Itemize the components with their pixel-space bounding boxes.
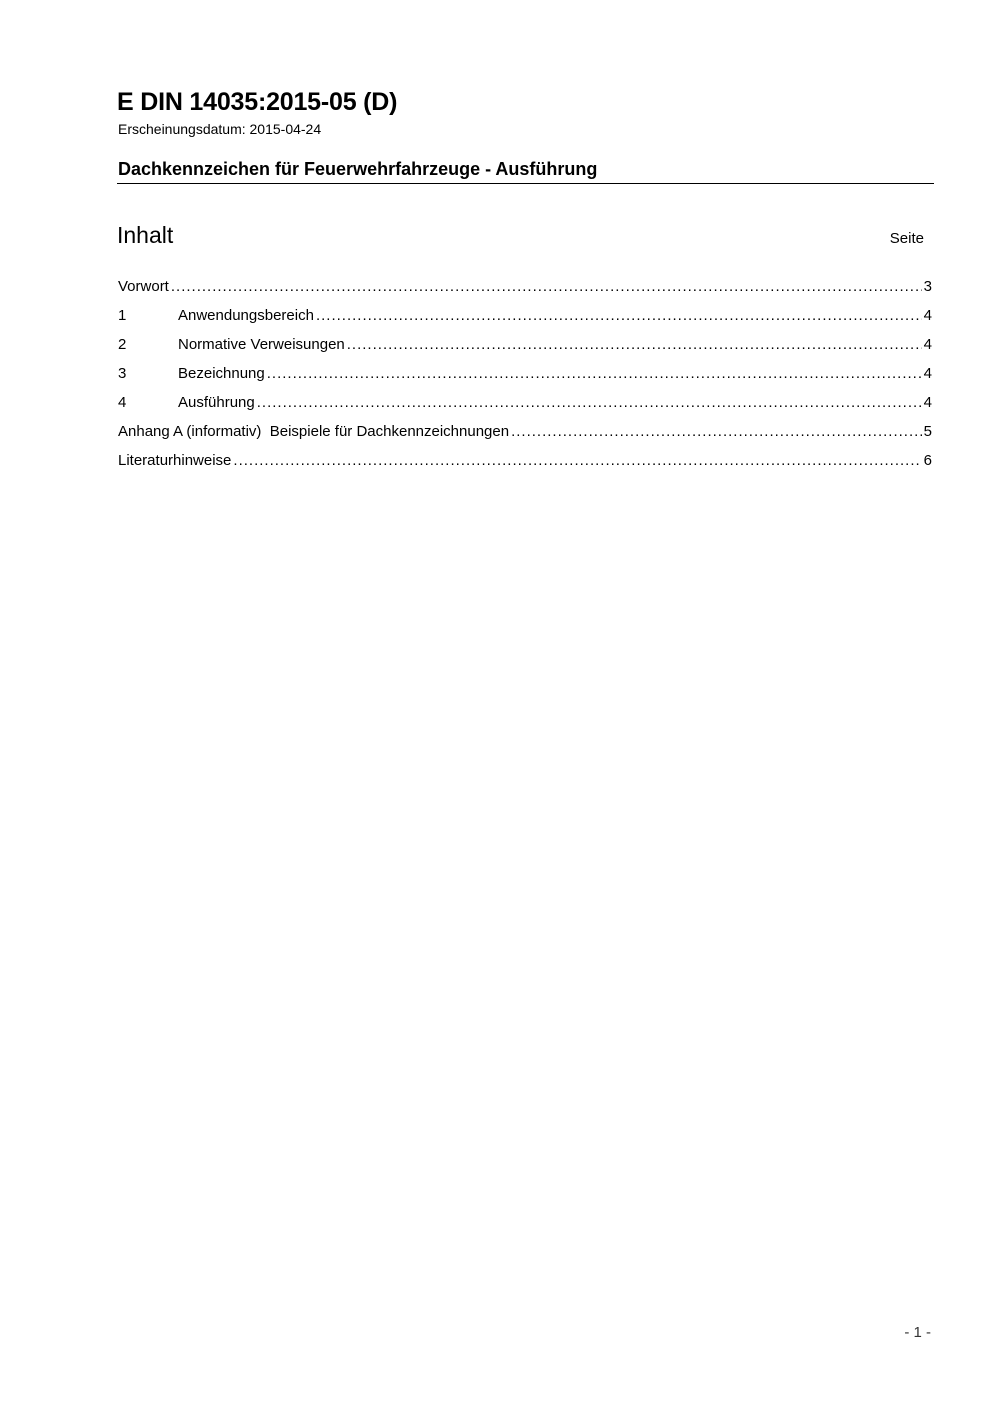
- toc-entry-number: 2: [118, 336, 127, 353]
- toc-dot-leader: [316, 307, 922, 324]
- toc-entry-ausfuehrung[interactable]: [118, 394, 932, 423]
- toc-entry-text: Anhang A (informativ) Beispiele für Dachkennzeichnungen: [118, 423, 510, 440]
- toc-heading: Inhalt: [117, 222, 174, 248]
- toc-entry-literaturhinweise[interactable]: [118, 452, 932, 481]
- toc-entry-page: 3: [923, 278, 932, 295]
- toc-entry-vorwort[interactable]: [118, 278, 932, 307]
- toc-entry-page: 4: [923, 394, 932, 411]
- toc-entry-normative-verweisungen[interactable]: [118, 336, 932, 365]
- toc-entry-text: Anwendungsbereich: [178, 307, 314, 324]
- toc-entry-number: 3: [118, 365, 127, 382]
- toc-entry-text: Literaturhinweise: [118, 452, 232, 469]
- toc-entry-text: Ausführung: [178, 394, 255, 411]
- table-of-contents: [118, 278, 932, 481]
- toc-dot-leader: [257, 394, 922, 411]
- toc-entry-text: Normative Verweisungen: [178, 336, 345, 353]
- toc-entry-page: 5: [923, 423, 932, 440]
- toc-entry-page: 6: [923, 452, 932, 469]
- toc-entry-page: 4: [923, 365, 932, 382]
- document-title: Dachkennzeichen für Feuerwehrfahrzeuge - Ausführung: [118, 159, 598, 179]
- page-number: - 1 -: [904, 1324, 931, 1341]
- document-id: E DIN 14035:2015-05 (D): [117, 88, 398, 116]
- publication-date: Erscheinungsdatum: 2015-04-24: [118, 121, 322, 137]
- toc-dot-leader: [511, 423, 922, 440]
- toc-entry-text: Bezeichnung: [178, 365, 265, 382]
- toc-entry-anhang-a[interactable]: [118, 423, 932, 452]
- toc-entry-page: 4: [923, 336, 932, 353]
- toc-entry-text: Vorwort: [118, 278, 169, 295]
- title-divider: [117, 183, 934, 184]
- toc-entry-number: 1: [118, 307, 127, 324]
- toc-entry-anwendungsbereich[interactable]: [118, 307, 932, 336]
- toc-dot-leader: [267, 365, 922, 382]
- toc-dot-leader: [233, 452, 921, 469]
- toc-entry-page: 4: [923, 307, 932, 324]
- toc-page-column-label: Seite: [889, 230, 924, 247]
- toc-entry-number: 4: [118, 394, 127, 411]
- toc-entry-bezeichnung[interactable]: [118, 365, 932, 394]
- toc-dot-leader: [347, 336, 922, 353]
- toc-dot-leader: [171, 278, 922, 295]
